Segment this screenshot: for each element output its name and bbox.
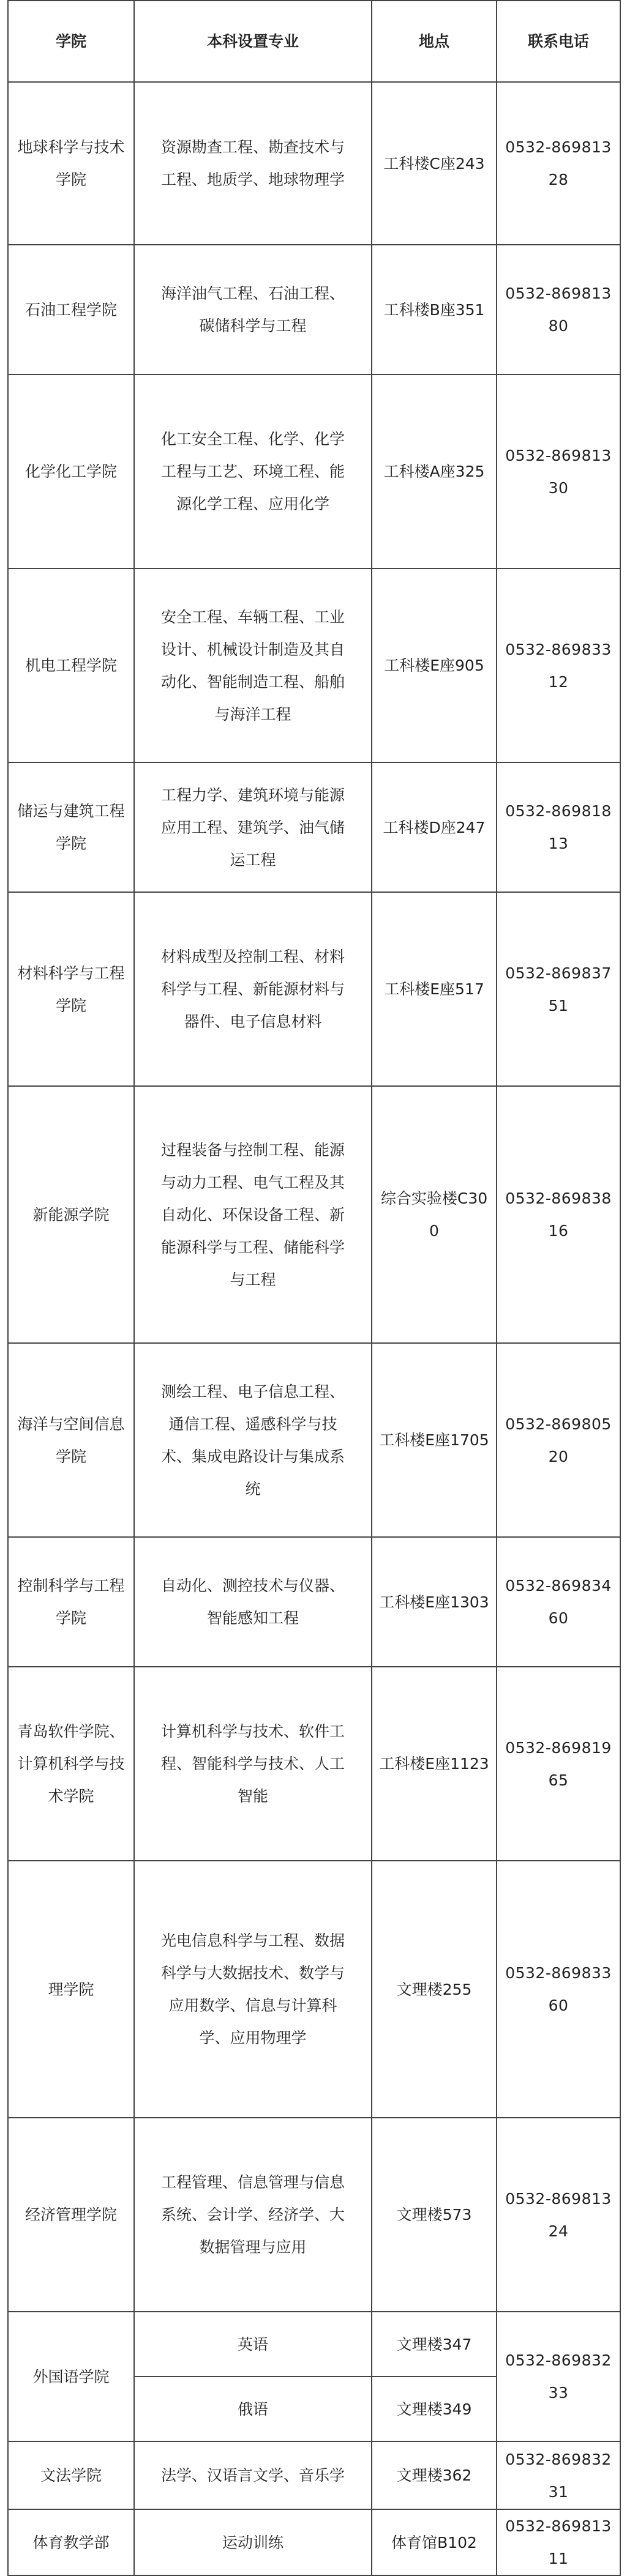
- college-cell: 新能源学院: [8, 1086, 134, 1343]
- college-cell: 化学化工学院: [8, 374, 134, 568]
- phone-cell: 0532-86981324: [497, 2118, 620, 2312]
- college-cell: 理学院: [8, 1861, 134, 2118]
- table-row: [8, 762, 620, 892]
- college-cell: 石油工程学院: [8, 245, 134, 374]
- phone-cell: 0532-86980520: [497, 1343, 620, 1537]
- header-college: 学院: [8, 1, 134, 82]
- majors-cell: 自动化、测控技术与仪器、智能感知工程: [134, 1537, 372, 1667]
- table-row: [8, 2118, 620, 2312]
- location-cell: 工科楼D座247: [372, 762, 497, 892]
- phone-cell: 0532-86981380: [497, 245, 620, 374]
- location-cell: 工科楼E座1705: [372, 1343, 497, 1537]
- college-cell: 体育教学部: [8, 2509, 134, 2575]
- college-cell: 外国语学院: [8, 2312, 134, 2441]
- header-location: 地点: [372, 1, 497, 82]
- phone-cell: 0532-86981311: [497, 2509, 620, 2575]
- majors-cell: 工程管理、信息管理与信息系统、会计学、经济学、大数据管理与应用: [134, 2118, 372, 2312]
- table-row: [8, 892, 620, 1086]
- majors-cell: 资源勘查工程、勘查技术与工程、地质学、地球物理学: [134, 82, 372, 245]
- college-cell: 材料科学与工程学院: [8, 892, 134, 1086]
- table-row: [8, 82, 620, 245]
- college-cell: 青岛软件学院、计算机科学与技术学院: [8, 1667, 134, 1861]
- location-cell: 工科楼E座1303: [372, 1537, 497, 1667]
- table-row: [8, 1667, 620, 1861]
- majors-cell: 计算机科学与技术、软件工程、智能科学与技术、人工智能: [134, 1667, 372, 1861]
- college-cell: 储运与建筑工程学院: [8, 762, 134, 892]
- location-cell: 文理楼573: [372, 2118, 497, 2312]
- table-row: [8, 1086, 620, 1343]
- location-cell: 工科楼C座243: [372, 82, 497, 245]
- college-cell: 海洋与空间信息学院: [8, 1343, 134, 1537]
- majors-cell: 安全工程、车辆工程、工业设计、机械设计制造及其自动化、智能制造工程、船舶与海洋工程: [134, 568, 372, 762]
- phone-cell: 0532-86983231: [497, 2441, 620, 2509]
- table-row: [8, 1537, 620, 1667]
- majors-cell: 工程力学、建筑环境与能源应用工程、建筑学、油气储运工程: [134, 762, 372, 892]
- phone-cell: 0532-86983360: [497, 1861, 620, 2118]
- table-row: [8, 1343, 620, 1537]
- header-majors: 本科设置专业: [134, 1, 372, 82]
- majors-cell: 法学、汉语言文学、音乐学: [134, 2441, 372, 2509]
- majors-cell: 测绘工程、电子信息工程、通信工程、遥感科学与技术、集成电路设计与集成系统: [134, 1343, 372, 1537]
- majors-cell: 运动训练: [134, 2509, 372, 2575]
- table-row: [8, 2441, 620, 2509]
- header-phone: 联系电话: [497, 1, 620, 82]
- location-cell: 文理楼347: [372, 2312, 497, 2377]
- phone-cell: 0532-86983460: [497, 1537, 620, 1667]
- phone-cell: 0532-86983233: [497, 2312, 620, 2441]
- phone-cell: 0532-86983816: [497, 1086, 620, 1343]
- location-cell: 工科楼E座517: [372, 892, 497, 1086]
- phone-cell: 0532-86981813: [497, 762, 620, 892]
- location-cell: 文理楼362: [372, 2441, 497, 2509]
- table-row: [8, 374, 620, 568]
- college-cell: 文法学院: [8, 2441, 134, 2509]
- phone-cell: 0532-86983312: [497, 568, 620, 762]
- majors-cell: 光电信息科学与工程、数据科学与大数据技术、数学与应用数学、信息与计算科学、应用物理学: [134, 1861, 372, 2118]
- location-cell: 工科楼E座905: [372, 568, 497, 762]
- phone-cell: 0532-86981328: [497, 82, 620, 245]
- college-cell: 地球科学与技术学院: [8, 82, 134, 245]
- table-header-row: [8, 1, 620, 82]
- phone-cell: 0532-86981330: [497, 374, 620, 568]
- college-majors-table: [7, 0, 621, 2576]
- majors-cell: 海洋油气工程、石油工程、碳储科学与工程: [134, 245, 372, 374]
- majors-cell: 材料成型及控制工程、材料科学与工程、新能源材料与器件、电子信息材料: [134, 892, 372, 1086]
- location-cell: 工科楼B座351: [372, 245, 497, 374]
- location-cell: 综合实验楼C300: [372, 1086, 497, 1343]
- location-cell: 体育馆B102: [372, 2509, 497, 2575]
- page-container: [7, 0, 620, 2576]
- location-cell: 文理楼349: [372, 2377, 497, 2441]
- majors-cell: 俄语: [134, 2377, 372, 2441]
- majors-cell: 过程装备与控制工程、能源与动力工程、电气工程及其自动化、环保设备工程、新能源科学与工程、储能科学与工程: [134, 1086, 372, 1343]
- table-row: [8, 568, 620, 762]
- table-row: [8, 245, 620, 374]
- location-cell: 文理楼255: [372, 1861, 497, 2118]
- majors-cell: 化工安全工程、化学、化学工程与工艺、环境工程、能源化学工程、应用化学: [134, 374, 372, 568]
- college-cell: 机电工程学院: [8, 568, 134, 762]
- phone-cell: 0532-86981965: [497, 1667, 620, 1861]
- college-cell: 经济管理学院: [8, 2118, 134, 2312]
- location-cell: 工科楼E座1123: [372, 1667, 497, 1861]
- phone-cell: 0532-86983751: [497, 892, 620, 1086]
- table-row-foreign-1: [8, 2312, 620, 2377]
- table-row: [8, 1861, 620, 2118]
- location-cell: 工科楼A座325: [372, 374, 497, 568]
- college-cell: 控制科学与工程学院: [8, 1537, 134, 1667]
- majors-cell: 英语: [134, 2312, 372, 2377]
- table-row: [8, 2509, 620, 2575]
